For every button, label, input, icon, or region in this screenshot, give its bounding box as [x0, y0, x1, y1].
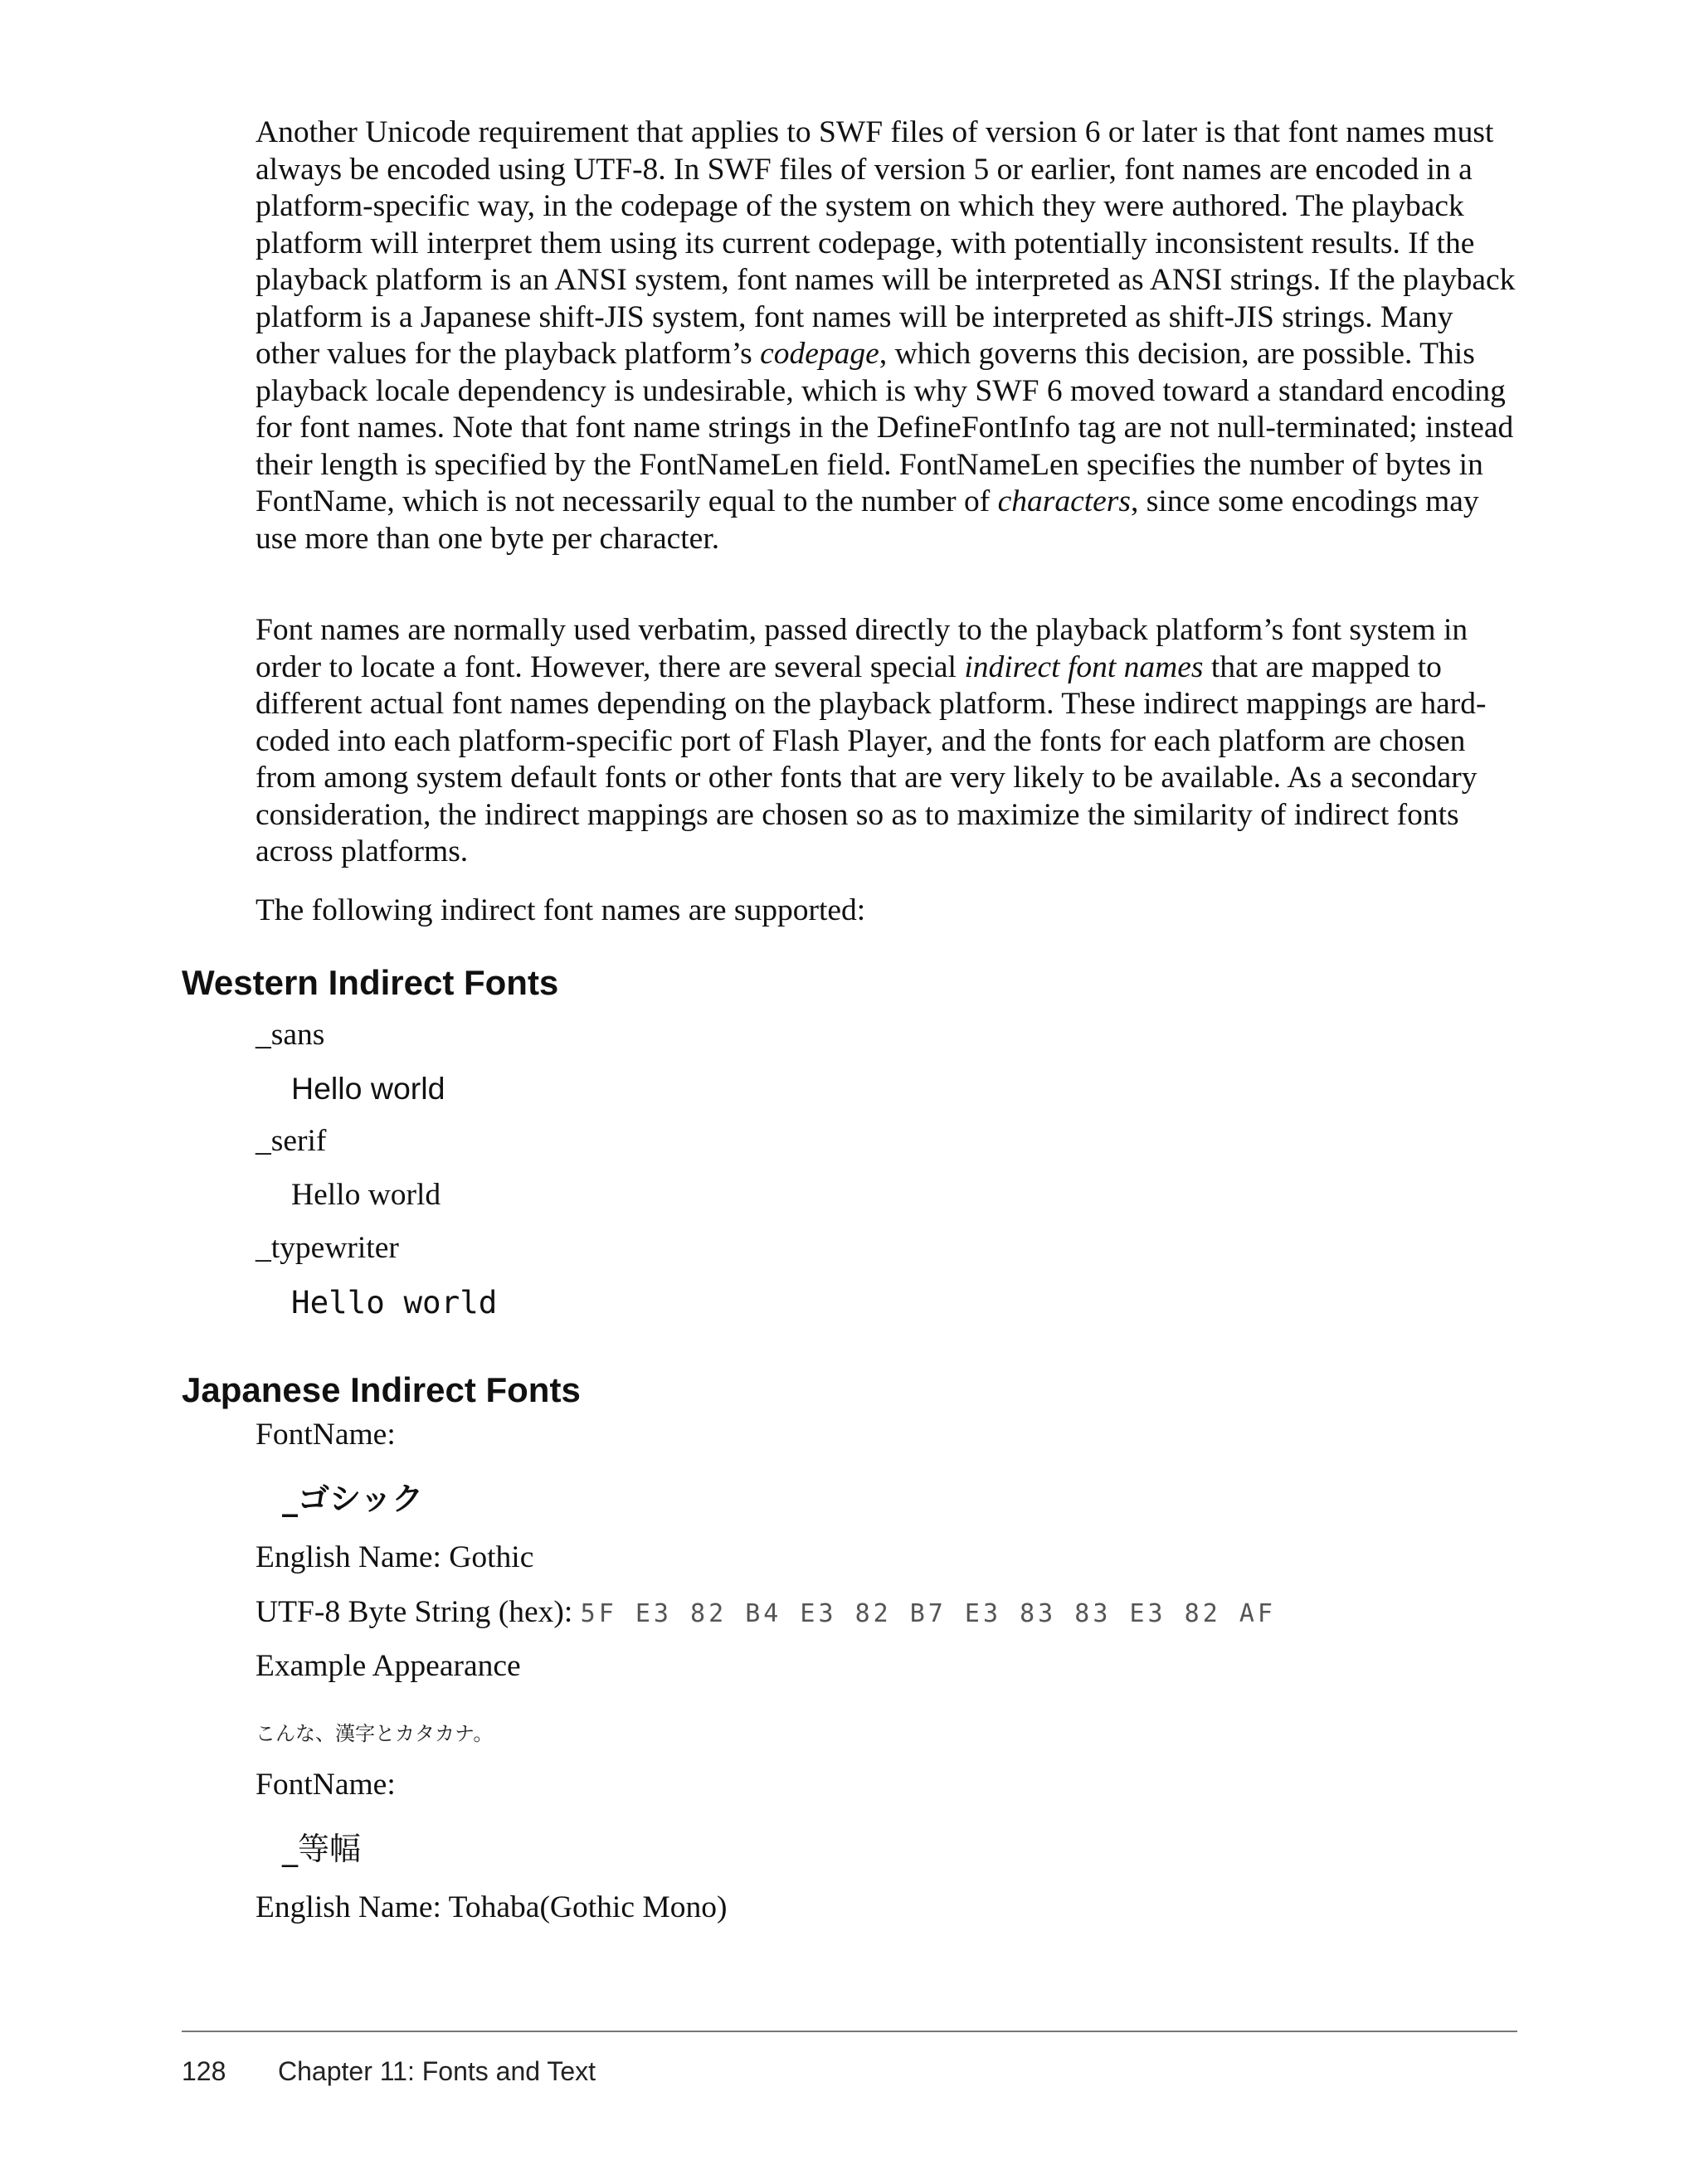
font-sample-sans: Hello world	[291, 1071, 445, 1106]
example-appearance-sample: こんな、漢字とカタカナ。	[256, 1722, 494, 1745]
paragraph-text: that are mapped to different actual font names depending on the playback platform. These indirect mappings are hard-coded into each platform-specific port of Flash Player, and the fonts for each platform are chosen from among system default fonts or other fonts that are very likely to be available. As a secondary consideration, the indirect mappings are chosen so as to maximize the similarity of indirect fonts across platforms.	[256, 649, 1487, 868]
paragraph-supported-intro: The following indirect font names are supported:	[256, 893, 866, 927]
fontname-label: FontName:	[256, 1768, 396, 1802]
paragraph-text: Font names are normally used verbatim, passed directly to the playback platform’s font system in order to locate a font. However, there are several special	[256, 613, 1468, 684]
paragraph-text: , since some encodings may use more than one byte per character.	[256, 484, 1479, 556]
font-name-serif: _serif	[256, 1124, 327, 1158]
english-name-gothic: English Name: Gothic	[256, 1540, 534, 1574]
emphasis-codepage: codepage	[760, 337, 879, 371]
emphasis-characters: characters	[997, 484, 1131, 518]
font-name-sans: _sans	[256, 1018, 325, 1052]
hex-bytes: 5F E3 82 B4 E3 82 B7 E3 83 83 E3 82 AF	[580, 1599, 1276, 1628]
emphasis-indirect-font-names: indirect font names	[964, 649, 1204, 684]
footer-divider	[182, 2031, 1517, 2032]
section-heading-japanese: Japanese Indirect Fonts	[182, 1370, 581, 1409]
font-name-typewriter: _typewriter	[256, 1231, 399, 1265]
font-sample-serif: Hello world	[291, 1178, 441, 1212]
hex-row	[256, 1594, 1276, 1632]
japanese-fontname-tohaba: _等幅	[282, 1831, 362, 1867]
hex-label: UTF-8 Byte String (hex):	[256, 1595, 573, 1629]
section-heading-western: Western Indirect Fonts	[182, 963, 559, 1002]
paragraph-text: Another Unicode requirement that applies to SWF files of version 6 or later is that font names must always be encoded using UTF-8. In SWF files of version 5 or earlier, font names are encoded in a platform-specific way, in the codepage of the system on which they were authored. The playback platform will interpret them using its current codepage, with potentially inconsistent results. If the playback platform is an ANSI system, font names will be interpreted as ANSI strings. If the playback platform is a Japanese shift-JIS system, font names will be interpreted as shift-JIS strings. Many other values for the playback platform’s	[256, 115, 1516, 371]
paragraph-text: , which governs this decision, are possible. This playback locale dependency is undesirable, which is why SWF 6 moved toward a standard encoding for font names. Note that font name strings in the DefineFontInfo tag are not null-terminated; instead their length is specified by the FontNameLen field. FontNameLen specifies the number of bytes in FontName, which is not necessarily equal to the number of	[256, 337, 1514, 518]
chapter-title: Chapter 11: Fonts and Text	[278, 2056, 596, 2086]
english-name-tohaba: English Name: Tohaba(Gothic Mono)	[256, 1890, 728, 1924]
paragraph-unicode-font-names	[256, 114, 1516, 557]
font-sample-typewriter: Hello world	[291, 1284, 498, 1321]
page-number: 128	[182, 2056, 226, 2086]
japanese-fontname-gothic: _ゴシック	[282, 1481, 424, 1517]
fontname-label: FontName:	[256, 1418, 396, 1452]
paragraph-indirect-fonts	[256, 612, 1516, 871]
example-appearance-label: Example Appearance	[256, 1649, 521, 1683]
